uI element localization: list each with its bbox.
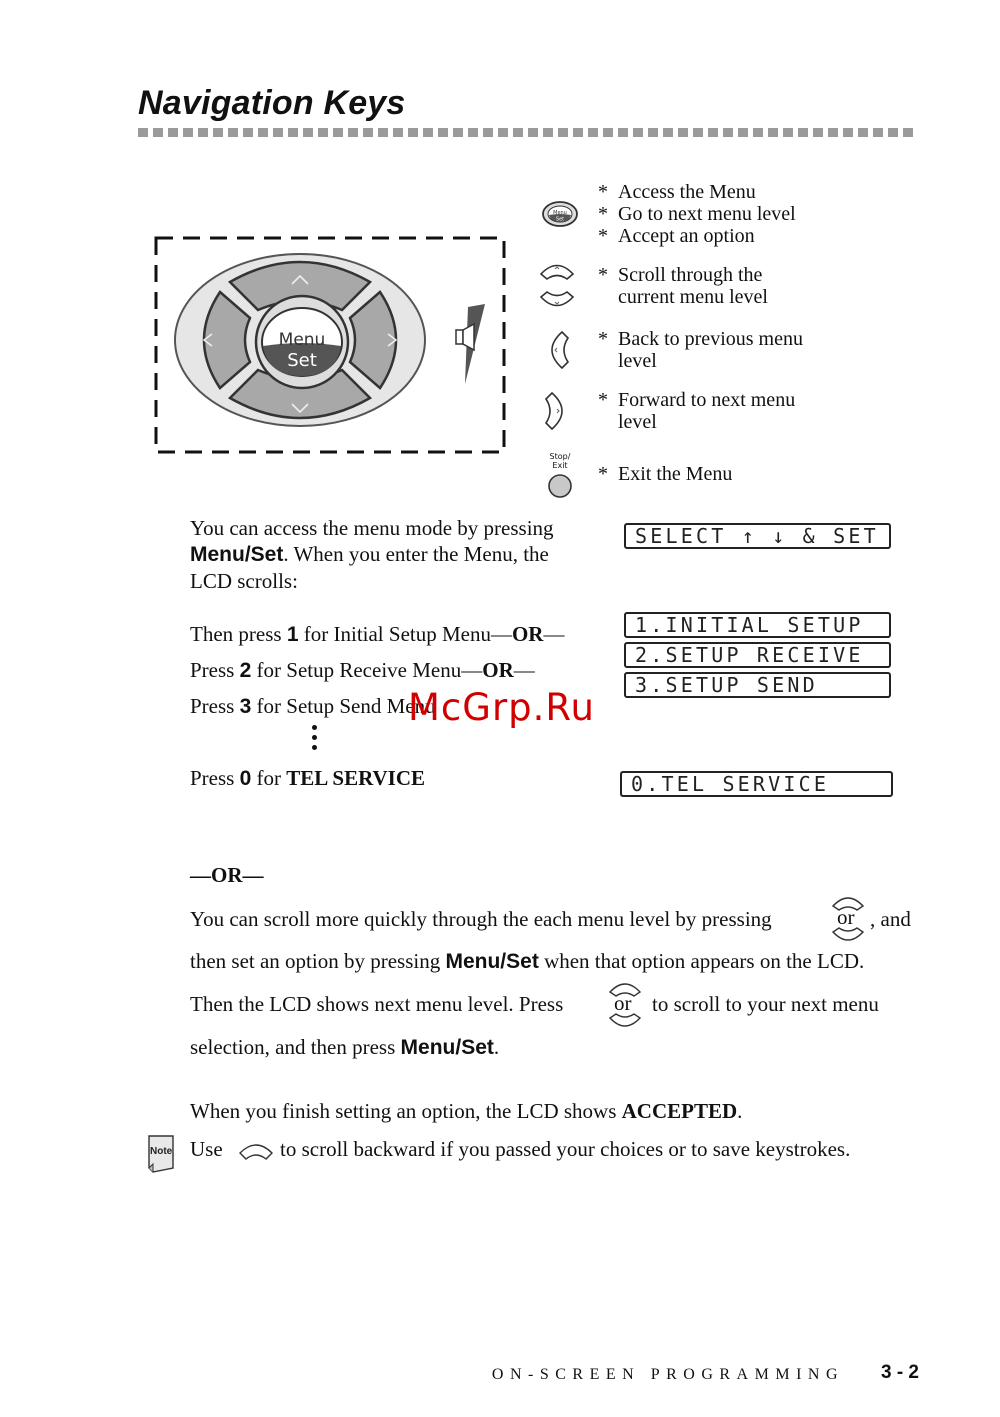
left-key-icon <box>546 330 570 375</box>
step-initial-setup: Then press 1 for Initial Setup Menu—OR— <box>190 622 565 646</box>
para-line-1-end: , and <box>870 907 911 931</box>
desc-exit: * Exit the Menu <box>598 463 733 485</box>
step-setup-receive: Press 2 for Setup Receive Menu—OR— <box>190 658 535 682</box>
accepted-line: When you finish setting an option, the LCD shows ACCEPTED. <box>190 1099 743 1123</box>
svg-text:Menu: Menu <box>553 210 567 216</box>
exit-label: Exit <box>552 461 568 470</box>
navigation-keypad-diagram <box>150 232 510 456</box>
step-tel-service: Press 0 for TEL SERVICE <box>190 766 426 790</box>
svg-text:Set: Set <box>555 216 565 223</box>
or-divider: —OR— <box>190 863 264 887</box>
or-word-2: or <box>614 991 632 1015</box>
up-or-down-keys-icon <box>830 894 866 944</box>
para-line-1: You can scroll more quickly through the each menu level by pressing <box>190 907 772 931</box>
or-word: or <box>837 905 855 929</box>
keypad-menu-text: Menu <box>278 330 326 350</box>
desc-menu-set: * Access the Menu * Go to next menu level * Accept an option <box>598 181 796 247</box>
para-line-3-end: to scroll to your next menu <box>652 992 879 1016</box>
title-divider <box>138 128 916 137</box>
up-key-icon <box>538 260 576 285</box>
page-title: Navigation Keys <box>138 84 406 122</box>
intro-paragraph: You can access the menu mode by pressing Menu/Set. When you enter the Menu, the LCD scrolls: <box>190 516 554 593</box>
page-number: 3 - 2 <box>880 1362 919 1383</box>
keypad-set-text: Set <box>287 350 317 371</box>
note-text: to scroll backward if you passed your choices or to save keystrokes. <box>280 1137 851 1161</box>
para-line-3: Then the LCD shows next menu level. Press <box>190 992 564 1016</box>
watermark: McGrp.Ru <box>408 686 595 729</box>
para-line-2: then set an option by pressing Menu/Set when that option appears on the LCD. <box>190 949 865 973</box>
note-label: Note <box>150 1146 173 1157</box>
right-key-icon <box>544 391 568 436</box>
keypad-illustration <box>150 232 510 456</box>
stop-exit-icon <box>547 473 573 499</box>
footer-section: ON-SCREEN PROGRAMMING <box>491 1366 844 1383</box>
up-key-inline-icon <box>238 1139 274 1166</box>
lcd-tel-service: 0.TEL SERVICE <box>620 771 893 797</box>
note-icon <box>143 1134 179 1179</box>
vertical-ellipsis <box>312 725 317 755</box>
up-or-down-keys-icon-2 <box>607 980 643 1030</box>
stop-exit-key <box>540 452 580 501</box>
para-line-4: selection, and then press Menu/Set. <box>190 1035 500 1059</box>
lcd-setup-send: 3.SETUP SEND <box>624 672 891 698</box>
lcd-setup-receive: 2.SETUP RECEIVE <box>624 642 891 668</box>
note-use: Use <box>190 1137 223 1161</box>
menu-set-key-icon <box>540 200 580 233</box>
stop-label: Stop/ <box>549 452 571 461</box>
desc-forward: * Forward to next menu level <box>598 389 796 433</box>
down-key-icon <box>538 291 576 316</box>
lcd-select: SELECT ↑ ↓ & SET <box>624 523 891 549</box>
desc-scroll: * Scroll through the current menu level <box>598 264 768 308</box>
lcd-initial-setup: 1.INITIAL SETUP <box>624 612 891 638</box>
step-setup-send: Press 3 for Setup Send Menu <box>190 694 436 718</box>
desc-back: * Back to previous menu level <box>598 328 803 372</box>
